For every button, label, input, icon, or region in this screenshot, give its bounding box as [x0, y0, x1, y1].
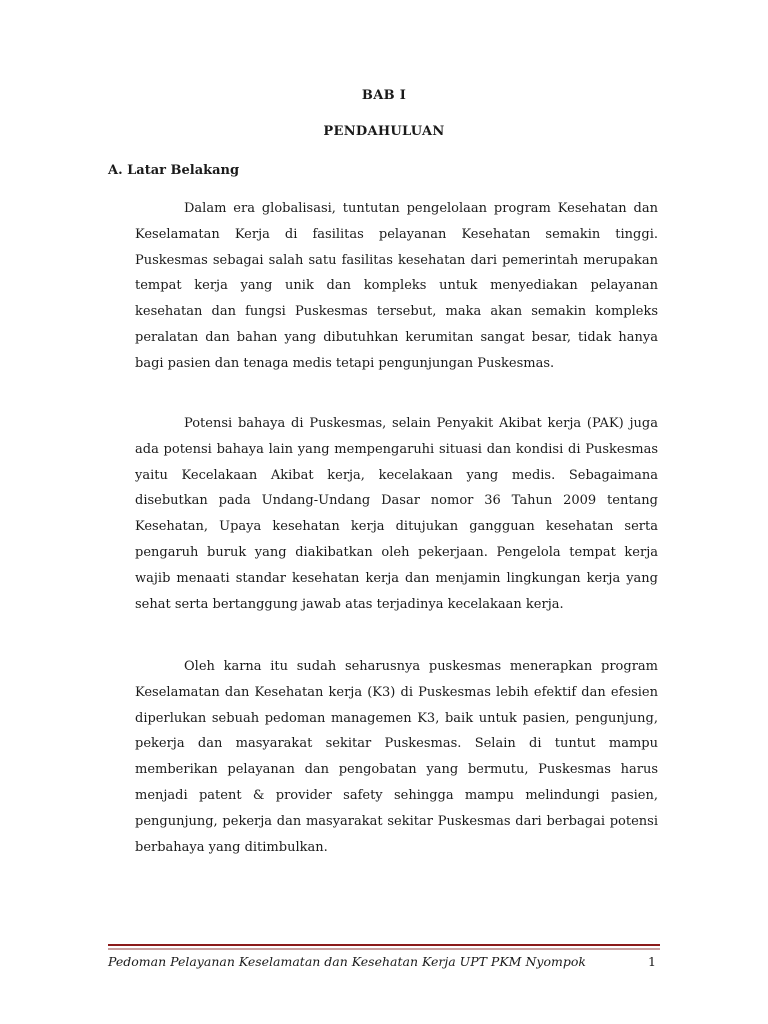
- chapter-title: PENDAHULUAN: [323, 124, 445, 139]
- chapter-number: BAB I: [361, 88, 407, 103]
- body-paragraph: Dalam era globalisasi, tuntutan pengelolaan program Kesehatan dan Keselamatan Kerja di fasilitas pelayanan Kesehatan semakin tinggi. Puskesmas sebagai salah satu fasilitas kesehatan dari pemerintah merupakan tempat kerja yang unik dan kompleks untuk menyediakan pelayanan kesehatan dan fungsi Puskesmas tersebut, maka akan semakin kompleks peralatan dan bahan yang dibutuhkan kerumitan sangat besar, tidak hanya bagi pasien dan tenaga medis tetapi pengunjungan Puskesmas.: [135, 201, 658, 371]
- section-heading: A. Latar Belakang: [108, 163, 240, 178]
- page-number: 1: [648, 954, 656, 969]
- body-paragraph: Oleh karna itu sudah seharusnya puskesmas menerapkan program Keselamatan dan Kesehatan kerja (K3) di Puskesmas lebih efektif dan efesien diperlukan sebuah pedoman managemen K3, baik untuk pasien, pengunjung, pekerja dan masyarakat sekitar Puskesmas. Selain di tuntut mampu memberikan pelayanan dan pengobatan yang bermutu, Puskesmas harus menjadi patent & provider safety sehingga mampu melindungi pasien, pengunjung, pekerja dan masyarakat sekitar Puskesmas dari berbagai potensi berbahaya yang ditimbulkan.: [135, 659, 658, 855]
- footer-title: Pedoman Pelayanan Keselamatan dan Kesehatan Kerja UPT PKM Nyompok: [108, 954, 586, 969]
- footer-rule-secondary: [108, 948, 660, 950]
- footer-rule: [108, 944, 660, 946]
- body-paragraph: Potensi bahaya di Puskesmas, selain Penyakit Akibat kerja (PAK) juga ada potensi bahaya lain yang mempengaruhi situasi dan kondisi di Puskesmas yaitu Kecelakaan Akibat kerja, kecelakaan yang medis. Sebagaimana disebutkan pada Undang-Undang Dasar nomor 36 Tahun 2009 tentang Kesehatan, Upaya kesehatan kerja ditujukan gangguan kesehatan serta pengaruh buruk yang diakibatkan oleh pekerjaan. Pengelola tempat kerja wajib menaati standar kesehatan kerja dan menjamin lingkungan kerja yang sehat serta bertanggung jawab atas terjadinya kecelakaan kerja.: [135, 416, 658, 612]
